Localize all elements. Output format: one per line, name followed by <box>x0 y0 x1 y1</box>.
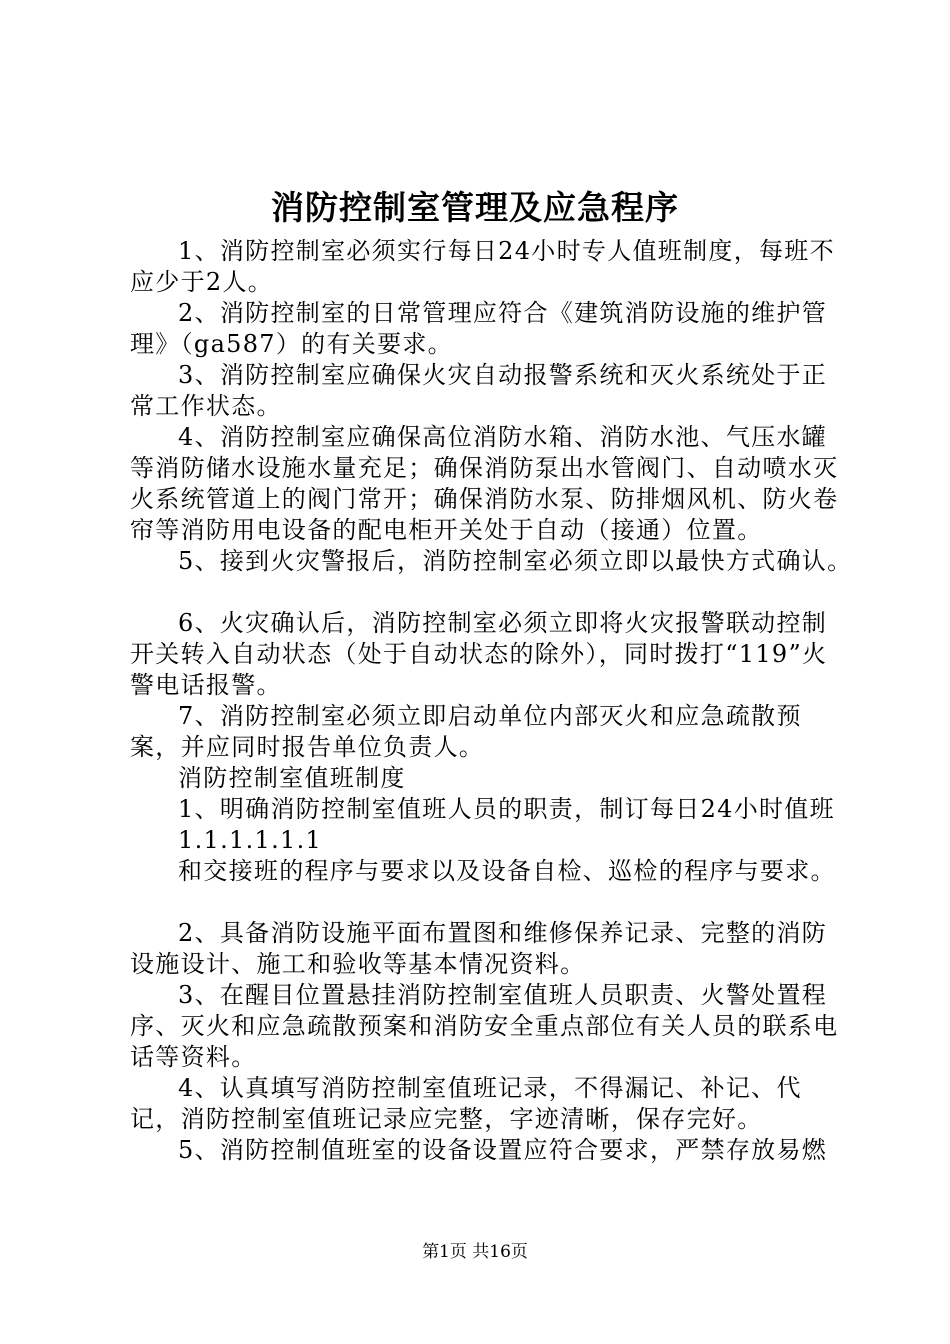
duty-item-3: 3、在醒目位置悬挂消防控制室值班人员职责、火警处置程序、灭火和应急疏散预案和消防安全重点部位有关人员的联系电话等资料。 <box>130 981 839 1071</box>
paragraph-1: 1、消防控制室必须实行每日24小时专人值班制度，每班不应少于2人。 <box>130 237 835 296</box>
duty-item-1: 1、明确消防控制室值班人员的职责，制订每日24小时值班 <box>178 795 835 823</box>
document-title: 消防控制室管理及应急程序 <box>271 188 679 227</box>
paragraph-7: 7、消防控制室必须立即启动单位内部灭火和应急疏散预案，并应同时报告单位负责人。 <box>130 702 802 761</box>
page-footer: 第1页 共16页 <box>422 1242 528 1262</box>
paragraph-6: 6、火灾确认后，消防控制室必须立即将火灾报警联动控制开关转入自动状态（处于自动状态的除外），同时拨打“119”火警电话报警。 <box>130 609 828 699</box>
section-heading: 消防控制室值班制度 <box>178 764 406 792</box>
paragraph-4: 4、消防控制室应确保高位消防水箱、消防水池、气压水罐等消防储水设施水量充足；确保消防泵出水管阀门、自动喷水灭火系统管道上的阀门常开；确保消防水泵、防排烟风机、防火卷帘等消防用电设备的配电柜开关处于自动（接通）位置。 <box>130 423 839 544</box>
duty-item-1-continued: 和交接班的程序与要求以及设备自检、巡检的程序与要求。 <box>178 857 836 885</box>
duty-item-5: 5、消防控制值班室的设备设置应符合要求，严禁存放易燃 <box>178 1136 828 1164</box>
duty-item-2: 2、具备消防设施平面布置图和维修保养记录、完整的消防设施设计、施工和验收等基本情况资料。 <box>130 919 828 978</box>
paragraph-2: 2、消防控制室的日常管理应符合《建筑消防设施的维护管理》（ga587）的有关要求。 <box>130 299 828 358</box>
paragraph-5: 5、接到火灾警报后，消防控制室必须立即以最快方式确认。 <box>178 547 853 575</box>
duty-item-4: 4、认真填写消防控制室值班记录，不得漏记、补记、代记，消防控制室值班记录应完整，字迹清晰，保存完好。 <box>130 1074 802 1133</box>
duty-item-1-number: 1.1.1.1.1.1 <box>178 826 323 854</box>
paragraph-3: 3、消防控制室应确保火灾自动报警系统和灭火系统处于正常工作状态。 <box>130 361 828 420</box>
document-body <box>130 236 853 1166</box>
